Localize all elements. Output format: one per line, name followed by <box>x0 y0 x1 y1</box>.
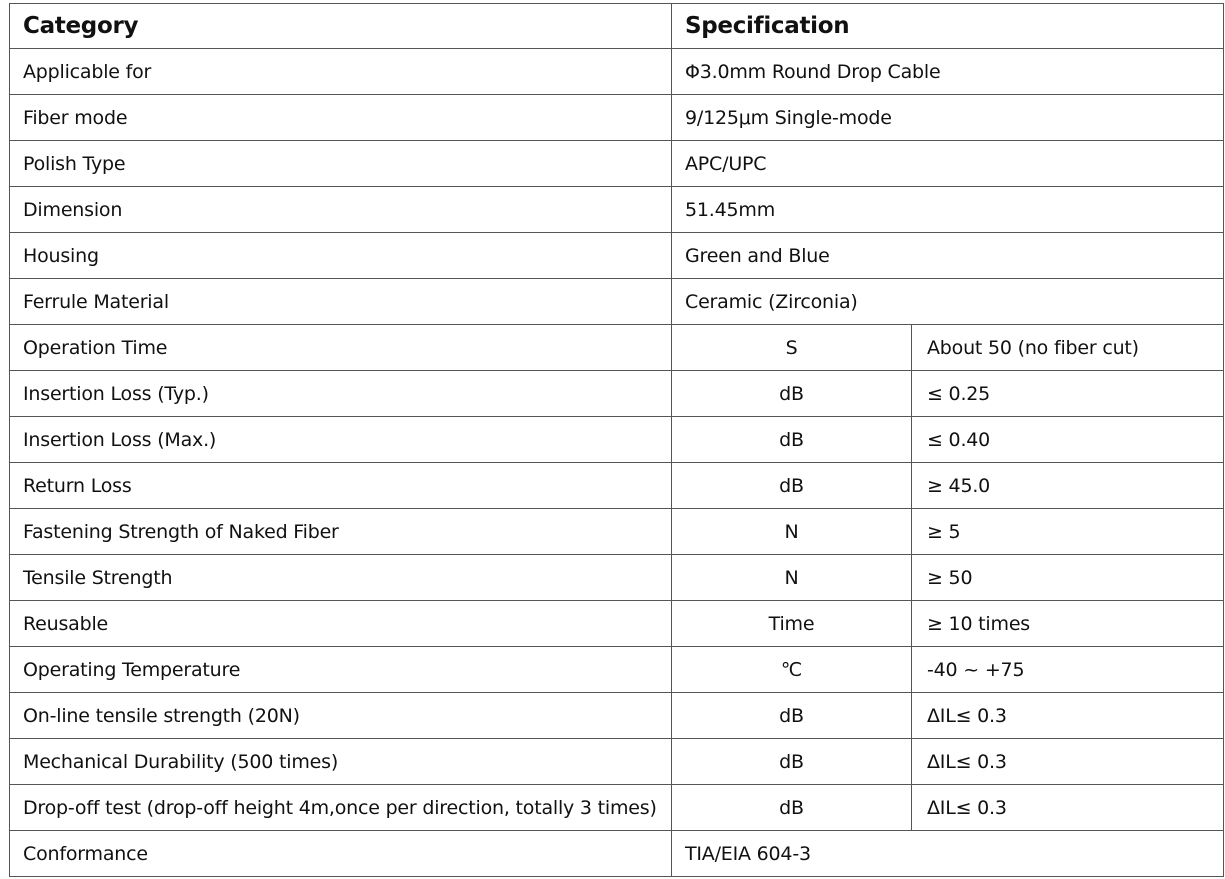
row-category: Housing <box>10 233 672 279</box>
row-spec: Ceramic (Zirconia) <box>672 279 1224 325</box>
row-category: Operating Temperature <box>10 647 672 693</box>
table-row <box>10 509 1224 555</box>
specification-table <box>9 3 1224 877</box>
row-category: Tensile Strength <box>10 555 672 601</box>
row-unit: dB <box>672 785 912 831</box>
table-row <box>10 49 1224 95</box>
row-value: ΔIL≤ 0.3 <box>912 785 1224 831</box>
row-value: ≥ 50 <box>912 555 1224 601</box>
row-category: Insertion Loss (Max.) <box>10 417 672 463</box>
row-category: Mechanical Durability (500 times) <box>10 739 672 785</box>
table-row <box>10 601 1224 647</box>
table-row <box>10 417 1224 463</box>
table-row <box>10 555 1224 601</box>
table-row <box>10 647 1224 693</box>
row-spec: Green and Blue <box>672 233 1224 279</box>
table-row <box>10 325 1224 371</box>
row-value: -40 ~ +75 <box>912 647 1224 693</box>
row-category: On-line tensile strength (20N) <box>10 693 672 739</box>
row-unit: S <box>672 325 912 371</box>
row-category: Fiber mode <box>10 95 672 141</box>
table-row <box>10 739 1224 785</box>
table-row <box>10 279 1224 325</box>
row-value: ≤ 0.40 <box>912 417 1224 463</box>
row-category: Polish Type <box>10 141 672 187</box>
row-category: Reusable <box>10 601 672 647</box>
row-category: Return Loss <box>10 463 672 509</box>
row-unit: N <box>672 555 912 601</box>
row-value: ≤ 0.25 <box>912 371 1224 417</box>
row-value: ≥ 10 times <box>912 601 1224 647</box>
column-header-category: Category <box>10 4 672 49</box>
row-category: Ferrule Material <box>10 279 672 325</box>
row-unit: dB <box>672 417 912 463</box>
table-row <box>10 785 1224 831</box>
row-unit: Time <box>672 601 912 647</box>
row-spec: 9/125μm Single-mode <box>672 95 1224 141</box>
table-row <box>10 233 1224 279</box>
table-row <box>10 831 1224 877</box>
row-category: Drop-off test (drop-off height 4m,once per direction, totally 3 times) <box>10 785 672 831</box>
row-category: Fastening Strength of Naked Fiber <box>10 509 672 555</box>
table-row <box>10 95 1224 141</box>
row-value: ΔIL≤ 0.3 <box>912 739 1224 785</box>
row-value: ≥ 45.0 <box>912 463 1224 509</box>
row-unit: N <box>672 509 912 555</box>
row-value: ΔIL≤ 0.3 <box>912 693 1224 739</box>
row-spec: TIA/EIA 604-3 <box>672 831 1224 877</box>
row-unit: ℃ <box>672 647 912 693</box>
row-value: ≥ 5 <box>912 509 1224 555</box>
row-spec: 51.45mm <box>672 187 1224 233</box>
row-category: Insertion Loss (Typ.) <box>10 371 672 417</box>
row-spec: Φ3.0mm Round Drop Cable <box>672 49 1224 95</box>
table-row <box>10 187 1224 233</box>
row-spec: APC/UPC <box>672 141 1224 187</box>
table-row <box>10 371 1224 417</box>
row-unit: dB <box>672 739 912 785</box>
table-header-row <box>10 4 1224 49</box>
row-unit: dB <box>672 463 912 509</box>
table-row <box>10 141 1224 187</box>
row-unit: dB <box>672 371 912 417</box>
table-row <box>10 463 1224 509</box>
row-unit: dB <box>672 693 912 739</box>
column-header-specification: Specification <box>672 4 1224 49</box>
row-category: Dimension <box>10 187 672 233</box>
row-category: Applicable for <box>10 49 672 95</box>
row-value: About 50 (no fiber cut) <box>912 325 1224 371</box>
row-category: Operation Time <box>10 325 672 371</box>
row-category: Conformance <box>10 831 672 877</box>
table-row <box>10 693 1224 739</box>
